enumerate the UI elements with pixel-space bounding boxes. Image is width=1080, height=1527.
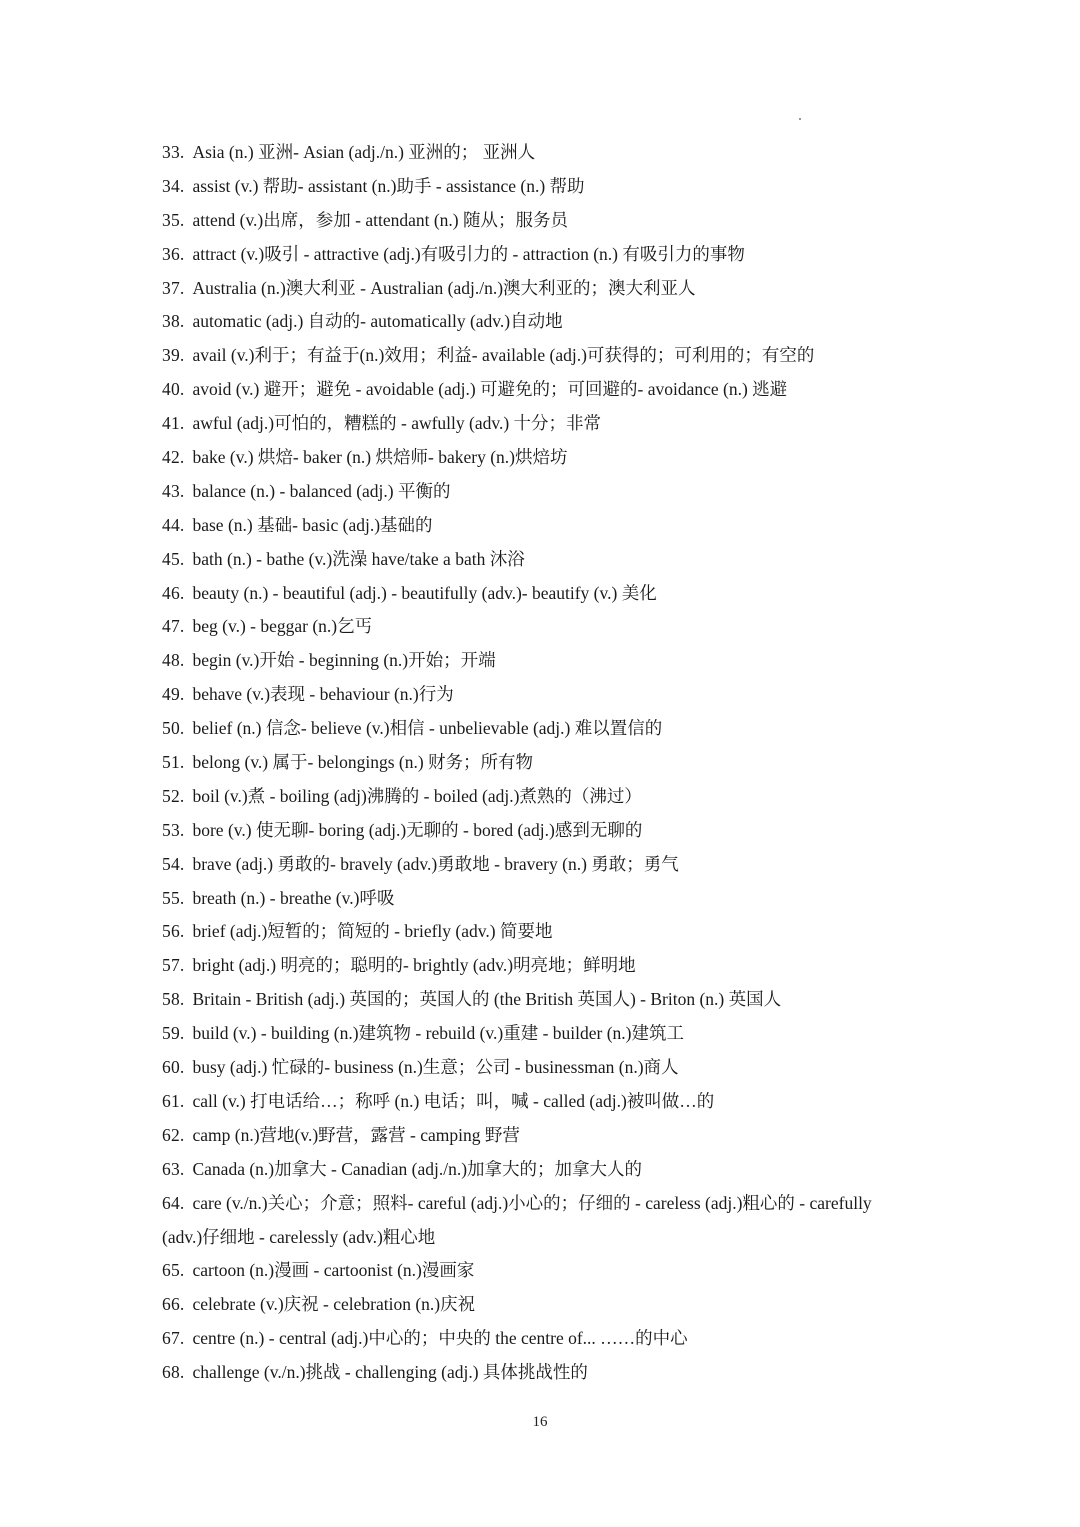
entry-text: beg (v.) - beggar (n.)乞丐 [192, 616, 373, 637]
entry-number: 45. [162, 548, 185, 569]
vocab-entry [162, 170, 902, 204]
vocab-entry [162, 509, 902, 543]
entry-text: breath (n.) - breathe (v.)呼吸 [192, 887, 395, 908]
vocab-entry [162, 780, 902, 814]
vocab-entry [162, 1051, 902, 1085]
vocab-entry [162, 204, 902, 238]
entry-number: 33. [162, 142, 185, 162]
entry-number: 42. [162, 447, 185, 468]
vocab-entry [162, 814, 902, 848]
entry-text: brave (adj.) 勇敢的- bravely (adv.)勇敢地 - bravery (n.) 勇敢；勇气 [192, 853, 679, 874]
vocab-entry [162, 746, 902, 780]
entry-text: call (v.) 打电话给…；称呼 (n.) 电话；叫，喊 - called (adj.)被叫做…的 [192, 1090, 715, 1111]
entry-number: 58. [162, 989, 185, 1010]
entry-text: celebrate (v.)庆祝 - celebration (n.)庆祝 [192, 1294, 476, 1315]
entry-number: 56. [162, 921, 185, 942]
entry-text: balance (n.) - balanced (adj.) 平衡的 [192, 480, 451, 501]
vocab-entry [162, 543, 902, 577]
vocab-entry [162, 339, 902, 373]
vocab-entry [162, 949, 902, 983]
entry-text: camp (n.)营地(v.)野营，露营 - camping 野营 [192, 1124, 520, 1145]
vocab-entry [162, 1187, 902, 1255]
entry-text: begin (v.)开始 - beginning (n.)开始；开端 [192, 650, 496, 671]
vocab-entry [162, 1288, 902, 1322]
entry-text: attend (v.)出席，参加 - attendant (n.) 随从；服务员 [192, 209, 569, 230]
entry-number: 46. [162, 582, 185, 603]
vocab-entry [162, 1119, 902, 1153]
entry-number: 49. [162, 684, 185, 705]
page-number: 16 [532, 1414, 548, 1430]
entry-number: 36. [162, 243, 185, 264]
entry-text: automatic (adj.) 自动的- automatically (adv.)自动地 [192, 311, 563, 332]
entry-number: 66. [162, 1294, 185, 1315]
entry-text: centre (n.) - central (adj.)中心的；中央的 the centre of... ……的中心 [192, 1328, 688, 1349]
vocab-entry [162, 238, 902, 272]
entry-number: 54. [162, 853, 185, 874]
entry-number: 37. [162, 277, 185, 298]
vocab-entry [162, 882, 902, 916]
vocab-entry [162, 983, 902, 1017]
entry-text: Asia (n.) 亚洲- Asian (adj./n.) 亚洲的； 亚洲人 [192, 142, 536, 162]
scan-speck [799, 118, 801, 120]
vocab-entry [162, 373, 902, 407]
entry-number: 39. [162, 345, 185, 366]
entry-text: bright (adj.) 明亮的；聪明的- brightly (adv.)明亮地；鲜明地 [192, 955, 636, 976]
entry-text: attract (v.)吸引 - attractive (adj.)有吸引力的 - attraction (n.) 有吸引力的事物 [192, 243, 745, 264]
entry-number: 52. [162, 785, 185, 806]
entry-text: bake (v.) 烘焙- baker (n.) 烘焙师- bakery (n.)烘焙坊 [192, 447, 568, 468]
vocab-entry [162, 678, 902, 712]
entry-number: 63. [162, 1158, 185, 1179]
entry-text: Canada (n.)加拿大 - Canadian (adj./n.)加拿大的；加拿大人的 [192, 1158, 643, 1179]
entry-text: bore (v.) 使无聊- boring (adj.)无聊的 - bored (adj.)感到无聊的 [192, 819, 643, 840]
entry-number: 55. [162, 887, 185, 908]
entry-text: cartoon (n.)漫画 - cartoonist (n.)漫画家 [192, 1260, 475, 1281]
entry-text: base (n.) 基础- basic (adj.)基础的 [192, 514, 433, 535]
entry-number: 60. [162, 1057, 185, 1078]
entry-text: Australia (n.)澳大利亚 - Australian (adj./n.)澳大利亚的；澳大利亚人 [192, 277, 696, 298]
vocab-entry [162, 1085, 902, 1119]
entry-number: 68. [162, 1362, 185, 1383]
vocab-entry [162, 848, 902, 882]
vocab-entry [162, 272, 902, 306]
vocab-entry [162, 577, 902, 611]
entry-number: 50. [162, 718, 185, 739]
entry-text: assist (v.) 帮助- assistant (n.)助手 - assistance (n.) 帮助 [192, 175, 585, 196]
vocab-entry [162, 441, 902, 475]
entry-text: belong (v.) 属于- belongings (n.) 财务；所有物 [192, 752, 534, 773]
entry-number: 57. [162, 955, 185, 976]
entry-number: 41. [162, 413, 185, 434]
entry-number: 67. [162, 1328, 185, 1349]
vocab-entry [162, 305, 902, 339]
entry-number: 64. [162, 1192, 185, 1213]
entry-number: 38. [162, 311, 185, 332]
vocab-entry [162, 1322, 902, 1356]
entry-number: 43. [162, 480, 185, 501]
entry-text: challenge (v./n.)挑战 - challenging (adj.) 具体挑战性的 [192, 1362, 588, 1383]
vocab-entry [162, 475, 902, 509]
entry-text: bath (n.) - bathe (v.)洗澡 have/take a bath 沐浴 [192, 548, 525, 569]
entry-text: beauty (n.) - beautiful (adj.) - beautifully (adv.)- beautify (v.) 美化 [192, 582, 657, 603]
vocabulary-list [162, 136, 902, 1390]
entry-number: 40. [162, 379, 185, 400]
entry-text: awful (adj.)可怕的，糟糕的 - awfully (adv.) 十分；非常 [192, 413, 602, 434]
entry-text: brief (adj.)短暂的；简短的 - briefly (adv.) 简要地 [192, 921, 553, 942]
entry-text: busy (adj.) 忙碌的- business (n.)生意；公司 - businessman (n.)商人 [192, 1057, 679, 1078]
entry-number: 35. [162, 209, 185, 230]
vocab-entry [162, 644, 902, 678]
entry-text: care (v./n.)关心；介意；照料- careful (adj.)小心的；仔细的 - careless (adj.)粗心的 - carefully (adv.)仔细地 - carelessly (adv.)粗心地 [162, 1192, 872, 1247]
entry-number: 59. [162, 1023, 185, 1044]
entry-number: 61. [162, 1090, 185, 1111]
entry-number: 47. [162, 616, 185, 637]
vocab-entry [162, 1254, 902, 1288]
entry-number: 65. [162, 1260, 185, 1281]
vocab-entry [162, 1153, 902, 1187]
entry-text: Britain - British (adj.) 英国的；英国人的 (the British 英国人) - Briton (n.) 英国人 [192, 989, 782, 1010]
entry-text: behave (v.)表现 - behaviour (n.)行为 [192, 684, 454, 705]
entry-text: boil (v.)煮 - boiling (adj)沸腾的 - boiled (adj.)煮熟的（沸过） [192, 785, 642, 806]
entry-text: belief (n.) 信念- believe (v.)相信 - unbelievable (adj.) 难以置信的 [192, 718, 663, 739]
entry-number: 62. [162, 1124, 185, 1145]
vocab-entry [162, 610, 902, 644]
entry-number: 34. [162, 175, 185, 196]
entry-text: avoid (v.) 避开；避免 - avoidable (adj.) 可避免的；可回避的- avoidance (n.) 逃避 [192, 379, 788, 400]
entry-number: 48. [162, 650, 185, 671]
vocab-entry [162, 1356, 902, 1390]
vocab-entry [162, 712, 902, 746]
entry-text: avail (v.)利于；有益于(n.)效用；利益- available (adj.)可获得的；可利用的；有空的 [192, 345, 815, 366]
entry-number: 44. [162, 514, 185, 535]
vocab-entry [162, 407, 902, 441]
vocab-entry [162, 136, 902, 170]
vocab-entry [162, 1017, 902, 1051]
entry-text: build (v.) - building (n.)建筑物 - rebuild (v.)重建 - builder (n.)建筑工 [192, 1023, 685, 1044]
vocab-entry [162, 915, 902, 949]
entry-number: 53. [162, 819, 185, 840]
entry-number: 51. [162, 752, 185, 773]
